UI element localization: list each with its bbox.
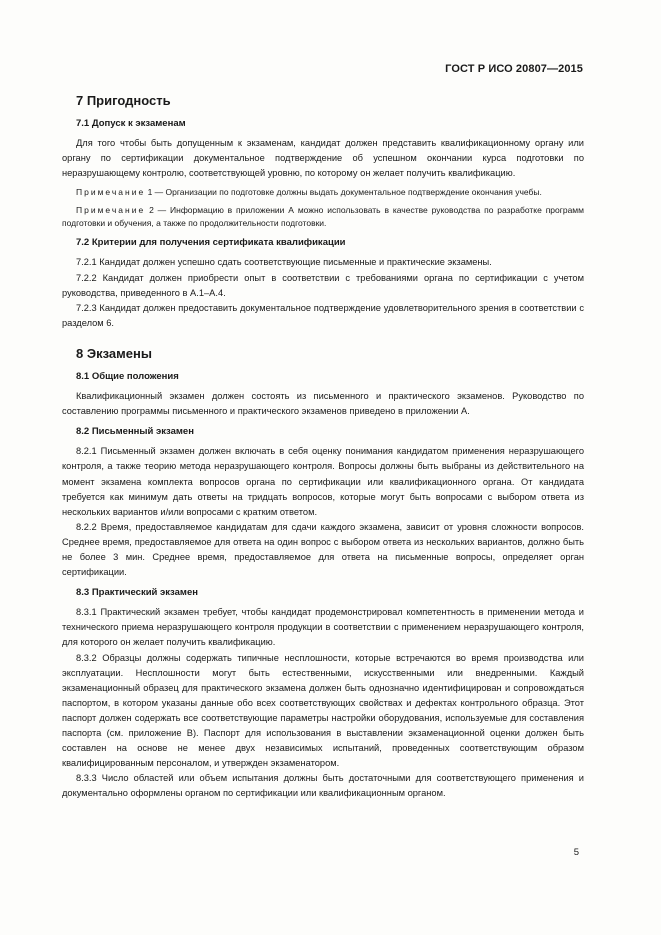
clause-8-3-1: 8.3.1 Практический экзамен требует, чтобы кандидат продемонстрировал компетентность в применении метода и технического приема неразрушающего контроля продукции в соответствии с применением неразрушающего контроля, для которого он желает получить квалификацию. [62, 607, 584, 648]
section-8-1-paragraph: Квалификационный экзамен должен состоять из письменного и практического экзаменов. Руководство по составлению программы письменного и практического экзаменов приведено в приложении А. [62, 391, 584, 417]
note-2-text: 2 — Информацию в приложении А можно использовать в качестве руководства по разработке программ подготовки и обучения, а также по продолжительности подготовки. [62, 205, 584, 229]
clause-7-2-3: 7.2.3 Кандидат должен предоставить документальное подтверждение удовлетворительного зрения в соответствии с разделом 6. [62, 302, 584, 328]
section-7-1-title: 7.1 Допуск к экзаменам [76, 118, 186, 129]
note-1-text: 1 — Организации по подготовке должны выдать документальное подтверждение окончания учебы. [145, 187, 542, 198]
clause-8-2-2: 8.2.2 Время, предоставляемое кандидатам для сдачи каждого экзамена, зависит от уровня сложности вопросов. Среднее время, предоставляемое для ответа на один вопрос с выбором ответа из нескольких вариантов, должно быть не более 3 мин. Среднее время, предоставляемое для ответа на письменные вопросы, определяет орган сертификации. [62, 521, 584, 578]
section-8-title: 8 Экзамены [76, 345, 152, 361]
note-2 [62, 204, 584, 230]
note-1-label: Примечание [76, 187, 146, 198]
section-8-1-title: 8.1 Общие положения [76, 370, 179, 382]
note-2-label: Примечание [76, 205, 146, 216]
section-7-title: 7 Пригодность [76, 93, 171, 108]
clause-7-2-1: 7.2.1 Кандидат должен успешно сдать соответствующие письменные и практические экзамены. [76, 257, 492, 268]
section-7-2-title: 7.2 Критерии для получения сертификата квалификации [76, 237, 346, 249]
section-8-2-title: 8.2 Письменный экзамен [76, 426, 194, 438]
standard-designation: ГОСТ Р ИСО 20807—2015 [445, 63, 583, 75]
page-content [62, 92, 584, 801]
page-number: 5 [573, 847, 579, 858]
note-1 [62, 186, 584, 199]
section-7-1-paragraph: Для того чтобы быть допущенным к экзаменам, кандидат должен представить квалификационному органу или органу по сертификации документальное подтверждение об успешном окончании курса подготовки по неразрушающему контролю, соответствующей уровню, по которому он желает получить квалификацию. [62, 138, 584, 179]
clause-7-2-2: 7.2.2 Кандидат должен приобрести опыт в соответствии с требованиями органа по сертификации с учетом руководства, приведенного в А.1–А.4. [62, 272, 584, 298]
clause-8-3-3: 8.3.3 Число областей или объем испытания должны быть достаточными для соответствующего применения и документально оформлены органом по сертификации или квалификационным органом. [62, 773, 584, 799]
clause-8-3-2: 8.3.2 Образцы должны содержать типичные несплошности, которые встречаются во время производства или эксплуатации. Несплошности могут быть естественными, искусственными или внедренными. Каждый экзаменационный образец для практического экзамена должен быть однозначно идентифицирован и сопровождаться паспортом, в котором указаны данные обо всех соответствующих свойствах и дефектах контрольного образца. Этот паспорт должен содержать все соответствующие параметры настройки оборудования, используемые для составления паспорта (см. приложение В). Паспорт для использования в выставлении экзаменационной оценки должен быть составлен на основе не менее двух независимых испытаний, проведенных соответствующим образом квалифицированным персоналом, и утвержден экзаменатором. [62, 652, 584, 769]
section-8-3-title: 8.3 Практический экзамен [76, 587, 198, 599]
clause-8-2-1: 8.2.1 Письменный экзамен должен включать в себя оценку понимания кандидатом применения неразрушающего контроля, а также теорию метода неразрушающего контроля. Вопросы должны быть выбраны из действительного на момент экзамена комплекта вопросов органа по сертификации или квалификационного органа. От кандидата требуется как минимум дать ответы на тридцать вопросов, которые могут быть вопросами с выбором ответа из нескольких вариантов и/или вопросами с кратким ответом. [62, 446, 584, 517]
